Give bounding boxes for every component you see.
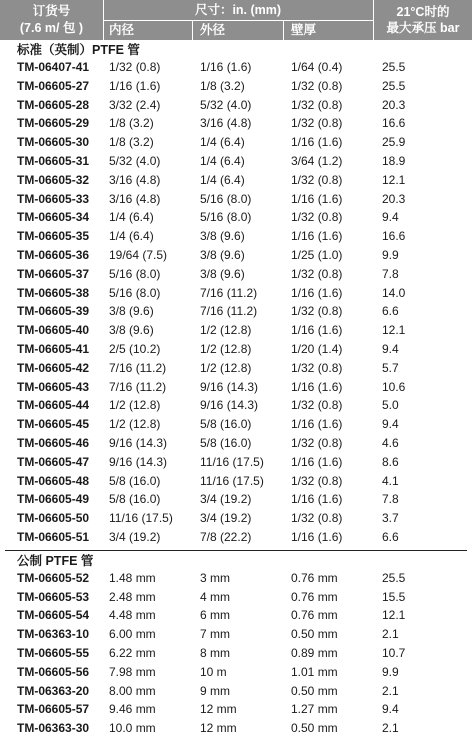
part-number: TM-06407-41 — [17, 60, 90, 74]
table-row — [0, 152, 472, 170]
inner-diameter: 7/16 (11.2) — [109, 360, 167, 375]
inner-diameter: 1.48 mm — [109, 570, 156, 585]
table-row — [0, 77, 472, 95]
part-number: TM-06363-20 — [17, 683, 90, 698]
table-row — [0, 606, 472, 624]
outer-diameter: 3/8 (9.6) — [200, 266, 245, 281]
max-pressure: 9.4 — [382, 342, 399, 356]
inner-diameter: 1/8 (3.2) — [109, 135, 154, 150]
wall-thickness: 0.50 mm — [291, 627, 338, 642]
part-number: TM-06605-57 — [17, 702, 90, 717]
header-separator — [283, 20, 284, 40]
wall-thickness: 1/16 (1.6) — [291, 417, 343, 432]
max-pressure: 12.1 — [382, 323, 406, 338]
wall-thickness: 0.76 mm — [291, 608, 338, 623]
max-pressure: 18.9 — [382, 154, 406, 168]
max-pressure: 3.7 — [382, 511, 399, 526]
wall-thickness: 1/16 (1.6) — [291, 229, 343, 244]
outer-diameter: 5/16 (8.0) — [200, 191, 252, 206]
outer-diameter: 11/16 (17.5) — [200, 473, 264, 488]
inner-diameter: 6.22 mm — [109, 646, 156, 660]
max-pressure: 16.6 — [382, 116, 406, 131]
wall-thickness: 1/16 (1.6) — [291, 135, 343, 150]
part-number: TM-06605-42 — [17, 360, 90, 375]
table-row — [0, 378, 472, 396]
inner-diameter: 5/16 (8.0) — [109, 266, 161, 281]
part-number: TM-06605-49 — [17, 492, 90, 507]
max-pressure: 12.1 — [382, 172, 406, 187]
table-row — [0, 644, 472, 662]
outer-diameter: 5/8 (16.0) — [200, 417, 252, 432]
inner-diameter: 1/16 (1.6) — [109, 78, 161, 93]
wall-thickness: 1/64 (0.4) — [291, 60, 343, 74]
table-row — [0, 133, 472, 151]
table-row — [0, 396, 472, 414]
inner-diameter: 2.48 mm — [109, 589, 156, 604]
inner-diameter: 9/16 (14.3) — [109, 436, 168, 450]
wall-thickness: 1/16 (1.6) — [291, 191, 343, 206]
table-row — [0, 719, 472, 737]
outer-diameter: 7/16 (11.2) — [200, 304, 258, 319]
wall-thickness: 1/32 (0.8) — [291, 398, 343, 413]
outer-diameter: 12 mm — [200, 721, 237, 736]
part-number: TM-06605-54 — [17, 608, 90, 623]
section-title: 公制 PTFE 管 — [17, 553, 94, 568]
inner-diameter: 1/2 (12.8) — [109, 417, 161, 432]
inner-diameter: 11/16 (17.5) — [109, 511, 173, 526]
od-label: 外径 — [200, 23, 226, 37]
outer-diameter: 11/16 (17.5) — [200, 454, 264, 469]
outer-diameter: 7/8 (22.2) — [200, 530, 252, 544]
table-row — [0, 663, 472, 681]
wall-thickness: 1.01 mm — [291, 664, 338, 679]
outer-diameter: 7 mm — [200, 627, 230, 642]
inner-diameter: 7/16 (11.2) — [109, 379, 167, 394]
inner-diameter: 1/2 (12.8) — [109, 398, 161, 413]
max-pressure: 10.6 — [382, 379, 406, 394]
outer-diameter: 12 mm — [200, 702, 237, 717]
max-pressure: 16.6 — [382, 229, 406, 244]
part-number: TM-06605-44 — [17, 398, 90, 413]
part-number: TM-06605-27 — [17, 78, 90, 93]
outer-diameter: 1/2 (12.8) — [200, 342, 252, 356]
part-number: TM-06605-52 — [17, 570, 90, 585]
inner-diameter: 1/32 (0.8) — [109, 60, 161, 74]
outer-diameter: 3/8 (9.6) — [200, 229, 245, 244]
part-number: TM-06363-10 — [17, 627, 90, 642]
max-pressure: 5.7 — [382, 360, 399, 375]
table-row — [0, 700, 472, 718]
outer-diameter: 3/16 (4.8) — [200, 116, 252, 131]
part-number: TM-06605-43 — [17, 379, 90, 394]
part-number: TM-06605-29 — [17, 116, 90, 131]
table-row — [0, 588, 472, 606]
inner-diameter: 8.00 mm — [109, 683, 156, 698]
table-row — [0, 265, 472, 283]
max-pressure: 20.3 — [382, 97, 406, 112]
max-pressure: 15.5 — [382, 589, 406, 604]
table-row — [0, 359, 472, 377]
max-pressure: 10.7 — [382, 646, 406, 660]
wall-thickness: 1.27 mm — [291, 702, 338, 717]
max-pressure: 7.8 — [382, 492, 399, 507]
header-order-number — [0, 4, 103, 35]
wall-thickness: 0.89 mm — [291, 646, 338, 660]
outer-diameter: 3/8 (9.6) — [200, 248, 245, 262]
part-number: TM-06605-55 — [17, 646, 90, 660]
table-row — [0, 509, 472, 527]
max-pressure: 25.9 — [382, 135, 406, 150]
part-number: TM-06605-40 — [17, 323, 90, 338]
table-row — [0, 472, 472, 490]
part-number: TM-06605-32 — [17, 172, 90, 187]
table-row — [0, 171, 472, 189]
table-row — [0, 682, 472, 700]
max-pressure: 8.6 — [382, 454, 399, 469]
table-row — [0, 227, 472, 245]
id-label: 内径 — [109, 23, 135, 37]
wall-thickness: 1/16 (1.6) — [291, 530, 343, 544]
size-title: 尺寸：in. (mm) — [194, 3, 282, 17]
inner-diameter: 5/32 (4.0) — [109, 154, 161, 168]
wall-thickness: 1/32 (0.8) — [291, 266, 343, 281]
inner-diameter: 1/8 (3.2) — [109, 116, 154, 131]
part-number: TM-06363-30 — [17, 721, 90, 736]
max-pressure: 4.6 — [382, 436, 399, 450]
outer-diameter: 1/2 (12.8) — [200, 360, 252, 375]
max-pressure: 2.1 — [382, 627, 399, 642]
table-row — [0, 528, 472, 546]
max-pressure: 2.1 — [382, 721, 399, 736]
outer-diameter: 1/16 (1.6) — [200, 60, 252, 74]
wall-thickness: 3/64 (1.2) — [291, 154, 343, 168]
part-number: TM-06605-39 — [17, 304, 90, 319]
part-number: TM-06605-41 — [17, 342, 90, 356]
max-pressure: 5.0 — [382, 398, 399, 413]
outer-diameter: 1/4 (6.4) — [200, 172, 245, 187]
wall-thickness: 1/32 (0.8) — [291, 304, 343, 319]
wall-thickness: 1/16 (1.6) — [291, 454, 343, 469]
outer-diameter: 3 mm — [200, 570, 230, 585]
outer-diameter: 9/16 (14.3) — [200, 379, 259, 394]
max-pressure: 9.4 — [382, 417, 399, 432]
max-pressure: 25.5 — [382, 60, 406, 74]
part-number: TM-06605-47 — [17, 454, 90, 469]
table-row — [0, 208, 472, 226]
outer-diameter: 5/8 (16.0) — [200, 436, 252, 450]
pressure-line-2: 最大承压 bar — [386, 21, 460, 35]
wall-thickness: 1/32 (0.8) — [291, 511, 343, 526]
inner-diameter: 7.98 mm — [109, 664, 156, 679]
section-divider — [5, 550, 467, 551]
wall-thickness: 1/32 (0.8) — [291, 97, 343, 112]
part-number: TM-06605-28 — [17, 97, 90, 112]
wall-thickness: 1/32 (0.8) — [291, 473, 343, 488]
outer-diameter: 10 m — [200, 664, 227, 679]
outer-diameter: 3/4 (19.2) — [200, 492, 252, 507]
wall-thickness: 1/32 (0.8) — [291, 172, 343, 187]
part-number: TM-06605-33 — [17, 191, 90, 206]
outer-diameter: 8 mm — [200, 646, 230, 660]
pressure-line-1: 21°C时的 — [396, 5, 450, 19]
inner-diameter: 19/64 (7.5) — [109, 248, 168, 262]
max-pressure: 9.4 — [382, 702, 399, 717]
inner-diameter: 3/16 (4.8) — [109, 191, 161, 206]
part-number: TM-06605-45 — [17, 417, 90, 432]
header-separator — [192, 20, 193, 40]
max-pressure: 6.6 — [382, 304, 399, 319]
inner-diameter: 9/16 (14.3) — [109, 454, 168, 469]
wall-thickness: 1/16 (1.6) — [291, 379, 343, 394]
part-number: TM-06605-36 — [17, 248, 90, 262]
max-pressure: 6.6 — [382, 530, 399, 544]
table-row — [0, 114, 472, 132]
part-number: TM-06605-51 — [17, 530, 90, 544]
table-row — [0, 434, 472, 452]
outer-diameter: 1/8 (3.2) — [200, 78, 245, 93]
inner-diameter: 9.46 mm — [109, 702, 156, 717]
max-pressure: 7.8 — [382, 266, 399, 281]
inner-diameter: 4.48 mm — [109, 608, 156, 623]
inner-diameter: 3/4 (19.2) — [109, 530, 161, 544]
inner-diameter: 6.00 mm — [109, 627, 156, 642]
table-row — [0, 415, 472, 433]
part-number: TM-06605-50 — [17, 511, 90, 526]
outer-diameter: 5/16 (8.0) — [200, 210, 252, 225]
outer-diameter: 6 mm — [200, 608, 230, 623]
inner-diameter: 1/4 (6.4) — [109, 210, 154, 225]
outer-diameter: 9 mm — [200, 683, 230, 698]
inner-diameter: 10.0 mm — [109, 721, 156, 736]
header-max-pressure — [374, 5, 472, 35]
wall-thickness: 1/32 (0.8) — [291, 210, 343, 225]
part-number: TM-06605-38 — [17, 285, 90, 300]
wall-thickness: 1/32 (0.8) — [291, 78, 343, 93]
inner-diameter: 3/32 (2.4) — [109, 97, 161, 112]
outer-diameter: 1/4 (6.4) — [200, 154, 245, 168]
part-number: TM-06605-34 — [17, 210, 90, 225]
part-number: TM-06605-31 — [17, 154, 90, 168]
max-pressure: 25.5 — [382, 570, 406, 585]
max-pressure: 20.3 — [382, 191, 406, 206]
inner-diameter: 5/16 (8.0) — [109, 285, 161, 300]
inner-diameter: 1/4 (6.4) — [109, 229, 154, 244]
table-row — [0, 490, 472, 508]
max-pressure: 9.9 — [382, 664, 399, 679]
pack-size-label: (7.6 m/ 包 ) — [19, 21, 84, 35]
outer-diameter: 9/16 (14.3) — [200, 398, 259, 413]
wall-thickness: 0.76 mm — [291, 570, 338, 585]
table-header — [0, 0, 472, 40]
wall-thickness: 1/32 (0.8) — [291, 360, 343, 375]
part-number: TM-06605-30 — [17, 135, 90, 150]
table-row — [0, 284, 472, 302]
max-pressure: 2.1 — [382, 683, 399, 698]
table-row — [0, 96, 472, 114]
wall-thickness: 1/16 (1.6) — [291, 492, 343, 507]
wall-thickness: 0.50 mm — [291, 683, 338, 698]
outer-diameter: 1/4 (6.4) — [200, 135, 245, 150]
inner-diameter: 3/16 (4.8) — [109, 172, 161, 187]
table-row — [0, 453, 472, 471]
max-pressure: 14.0 — [382, 285, 406, 300]
wall-thickness: 1/32 (0.8) — [291, 436, 343, 450]
wall-thickness: 0.50 mm — [291, 721, 338, 736]
table-row — [0, 302, 472, 320]
max-pressure: 12.1 — [382, 608, 406, 623]
table-row — [0, 625, 472, 643]
inner-diameter: 3/8 (9.6) — [109, 323, 154, 338]
outer-diameter: 1/2 (12.8) — [200, 323, 252, 338]
table-row — [0, 190, 472, 208]
max-pressure: 9.4 — [382, 210, 399, 225]
outer-diameter: 3/4 (19.2) — [200, 511, 252, 526]
wall-label: 壁厚 — [291, 23, 317, 37]
order-number-label: 订货号 — [32, 4, 71, 18]
table-row — [0, 246, 472, 264]
wall-thickness: 0.76 mm — [291, 589, 338, 604]
inner-diameter: 3/8 (9.6) — [109, 304, 154, 319]
table-row — [0, 58, 472, 76]
wall-thickness: 1/16 (1.6) — [291, 323, 343, 338]
wall-thickness: 1/32 (0.8) — [291, 116, 343, 131]
max-pressure: 9.9 — [382, 248, 399, 262]
inner-diameter: 5/8 (16.0) — [109, 473, 161, 488]
outer-diameter: 7/16 (11.2) — [200, 285, 258, 300]
table-row — [0, 340, 472, 358]
table-row — [0, 569, 472, 587]
max-pressure: 4.1 — [382, 473, 399, 488]
part-number: TM-06605-37 — [17, 266, 90, 281]
section-title: 标准（英制）PTFE 管 — [17, 43, 140, 57]
max-pressure: 25.5 — [382, 78, 406, 93]
outer-diameter: 5/32 (4.0) — [200, 97, 252, 112]
inner-diameter: 5/8 (16.0) — [109, 492, 161, 507]
part-number: TM-06605-56 — [17, 664, 90, 679]
outer-diameter: 4 mm — [200, 589, 230, 604]
inner-diameter: 2/5 (10.2) — [109, 342, 161, 356]
header-mid-rule — [103, 20, 373, 21]
part-number: TM-06605-53 — [17, 589, 90, 604]
table-row — [0, 321, 472, 339]
part-number: TM-06605-48 — [17, 473, 90, 488]
wall-thickness: 1/16 (1.6) — [291, 285, 343, 300]
part-number: TM-06605-46 — [17, 436, 90, 450]
wall-thickness: 1/25 (1.0) — [291, 248, 343, 262]
part-number: TM-06605-35 — [17, 229, 90, 244]
wall-thickness: 1/20 (1.4) — [291, 342, 343, 356]
